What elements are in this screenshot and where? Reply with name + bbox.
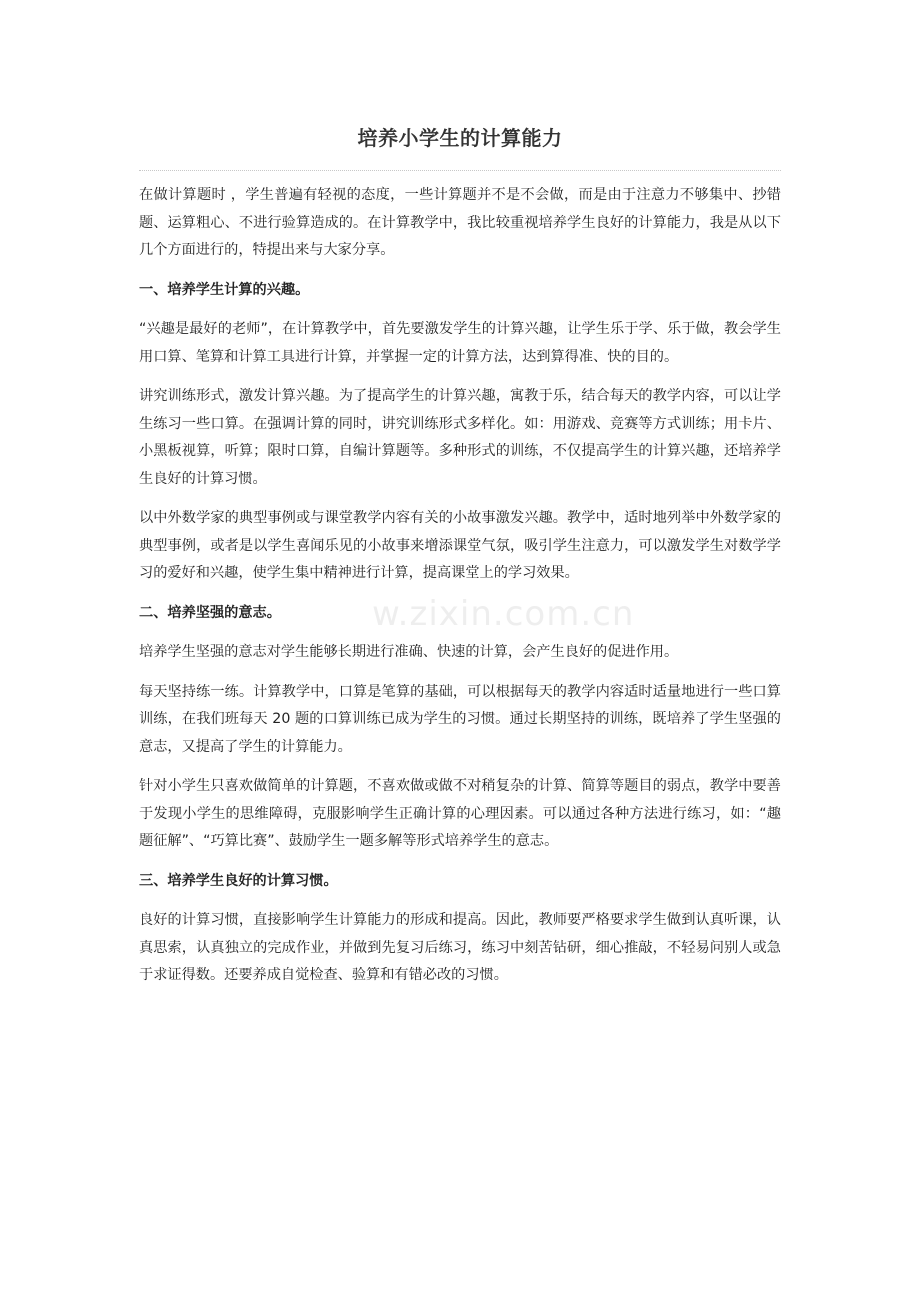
page-title: 培养小学生的计算能力 [357, 126, 563, 150]
paragraph: 针对小学生只喜欢做简单的计算题，不喜欢做或做不对稍复杂的计算、简算等题目的弱点，教学中要善于发现小学生的思维障碍，克服影响学生正确计算的心理因素。可以通过各种方法进行练习，如：“趣题征解”、“巧算比赛”、鼓励学生一题多解等形式培养学生的意志。 [139, 778, 781, 849]
paragraph: “兴趣是最好的老师”，在计算教学中，首先要激发学生的计算兴趣，让学生乐于学、乐于做，教会学生用口算、笔算和计算工具进行计算，并掌握一定的计算方法，达到算得准、快的目的。 [139, 321, 781, 365]
paragraph: 良好的计算习惯，直接影响学生计算能力的形成和提高。因此，教师要严格要求学生做到认真听课，认真思索，认真独立的完成作业，并做到先复习后练习，练习中刻苦钻研，细心推敲，不轻易问别人或急于求证得数。还要养成自觉检查、验算和有错必改的习惯。 [139, 912, 781, 983]
paragraph: 讲究训练形式，激发计算兴趣。为了提高学生的计算兴趣，寓教于乐，结合每天的教学内容，可以让学生练习一些口算。在强调计算的同时，讲究训练形式多样化。如：用游戏、竞赛等方式训练；用卡片、小黑板视算，听算；限时口算，自编计算题等。多种形式的训练，不仅提高学生的计算兴趣，还培养学生良好的计算习惯。 [139, 388, 781, 487]
section-heading-1: 一、培养学生计算的兴趣。 [139, 281, 310, 298]
title-divider [139, 170, 781, 171]
section-heading-2: 二、培养坚强的意志。 [139, 604, 281, 621]
document-body [139, 182, 781, 990]
paragraph: 以中外数学家的典型事例或与课堂教学内容有关的小故事激发兴趣。教学中，适时地列举中外数学家的典型事例，或者是以学生喜闻乐见的小故事来增添课堂气氛，吸引学生注意力，可以激发学生对数学学习的爱好和兴趣，使学生集中精神进行计算，提高课堂上的学习效果。 [139, 510, 781, 581]
paragraph: 培养学生坚强的意志对学生能够长期进行准确、快速的计算，会产生良好的促进作用。 [139, 644, 679, 660]
paragraph-intro: 在做计算题时 ，学生普遍有轻视的态度，一些计算题并不是不会做，而是由于注意力不够集中、抄错题、运算粗心、不进行验算造成的。在计算教学中，我比较重视培养学生良好的计算能力，我是从以下几个方面进行的，特提出来与大家分享。 [139, 187, 781, 258]
document-page [139, 0, 781, 1002]
paragraph: 每天坚持练一练。计算教学中，口算是笔算的基础，可以根据每天的教学内容适时适量地进行一些口算训练，在我们班每天 20 题的口算训练已成为学生的习惯。通过长期坚持的训练，既培养了学生坚强的意志，又提高了学生的计算能力。 [139, 683, 781, 755]
section-heading-3: 三、培养学生良好的计算习惯。 [139, 872, 338, 889]
watermark: w.zixin.com.cn [372, 594, 635, 634]
